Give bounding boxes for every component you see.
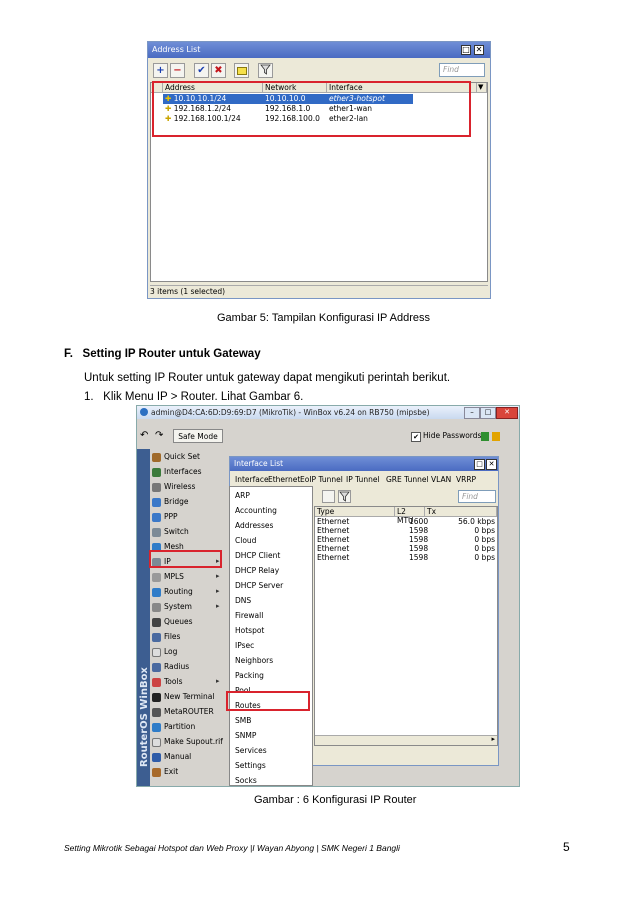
sidebar-item-partition[interactable]: Partition bbox=[152, 719, 212, 734]
interface-list-titlebar: Interface List bbox=[230, 457, 498, 471]
menu-item-smb[interactable]: SMB bbox=[235, 716, 252, 725]
sidebar-item-mesh[interactable]: Mesh bbox=[152, 539, 212, 554]
sidebar-item-wireless[interactable]: Wireless bbox=[152, 479, 212, 494]
menu-item-cloud[interactable]: Cloud bbox=[235, 536, 257, 545]
row-network: 10.10.10.0 bbox=[265, 94, 306, 103]
menu-item-services[interactable]: Services bbox=[235, 746, 267, 755]
wireless-icon bbox=[152, 483, 161, 492]
column-header-l2mtu[interactable]: L2 MTU bbox=[395, 507, 425, 517]
routing-icon bbox=[152, 588, 161, 597]
find-input[interactable]: Find bbox=[439, 63, 485, 77]
row-l2mtu: 1600 bbox=[409, 517, 429, 526]
mpls-icon bbox=[152, 573, 161, 582]
menu-item-hotspot[interactable]: Hotspot bbox=[235, 626, 265, 635]
ip-submenu bbox=[229, 486, 313, 786]
sidebar-item-routing[interactable]: Routing ▸ bbox=[152, 584, 212, 599]
sidebar-item-mpls[interactable]: MPLS ▸ bbox=[152, 569, 212, 584]
disable-icon[interactable]: ✖ bbox=[211, 63, 226, 78]
horizontal-scrollbar[interactable] bbox=[315, 735, 497, 745]
partition-icon bbox=[152, 723, 161, 732]
filter-icon[interactable] bbox=[338, 490, 351, 503]
submenu-arrow-icon: ▸ bbox=[216, 677, 220, 685]
column-header-type[interactable]: Type bbox=[315, 507, 395, 517]
intro-paragraph: Untuk setting IP Router untuk gateway dapat mengikuti perintah berikut. bbox=[84, 372, 451, 384]
safe-mode-button[interactable]: Safe Mode bbox=[173, 429, 223, 443]
files-icon bbox=[152, 633, 161, 642]
tab-gre-tunnel[interactable]: GRE Tunnel bbox=[386, 475, 429, 484]
row-l2mtu: 1598 bbox=[409, 526, 429, 535]
manual-icon bbox=[152, 753, 161, 762]
row-type: Ethernet bbox=[317, 517, 350, 526]
highlight-box-routes bbox=[226, 691, 310, 711]
radius-icon bbox=[152, 663, 161, 672]
figure-caption: Gambar 5: Tampilan Konfigurasi IP Address bbox=[217, 312, 430, 324]
menu-item-routes[interactable]: Routes bbox=[235, 701, 261, 710]
address-list-window bbox=[147, 41, 491, 299]
winbox-titlebar: admin@D4:CA:6D:D9:69:D7 (MikroTik) - WinBox v6.24 on RB750 (mipsbe) bbox=[137, 406, 519, 419]
sidebar-item-bridge[interactable]: Bridge bbox=[152, 494, 212, 509]
row-type: Ethernet bbox=[317, 526, 350, 535]
column-menu-icon[interactable]: ▼ bbox=[477, 83, 487, 93]
scroll-right-icon[interactable]: ▸ bbox=[491, 735, 495, 743]
close-icon[interactable]: ✕ bbox=[496, 407, 518, 419]
row-l2mtu: 1598 bbox=[409, 553, 429, 562]
system-icon bbox=[152, 603, 161, 612]
row-tx: 56.0 kbps bbox=[458, 517, 495, 526]
row-interface: ether2-lan bbox=[329, 114, 368, 123]
menu-item-settings[interactable]: Settings bbox=[235, 761, 266, 770]
comment-icon[interactable] bbox=[322, 490, 335, 503]
winbox-window bbox=[136, 405, 520, 787]
row-l2mtu: 1598 bbox=[409, 544, 429, 553]
sidebar-item-make-supout[interactable]: Make Supout.rif bbox=[152, 734, 212, 749]
sidebar-item-ppp[interactable]: PPP bbox=[152, 509, 212, 524]
minimize-icon[interactable]: – bbox=[464, 407, 480, 419]
find-input[interactable]: Find bbox=[458, 490, 496, 503]
status-bar: 3 items (1 selected) bbox=[150, 285, 488, 297]
row-tx: 0 bps bbox=[474, 526, 495, 535]
winbox-app-icon bbox=[140, 408, 148, 416]
row-network: 192.168.100.0 bbox=[265, 114, 320, 123]
quick-set-icon bbox=[152, 453, 161, 462]
section-heading: F. Setting IP Router untuk Gateway bbox=[64, 348, 261, 360]
supout-icon bbox=[152, 738, 161, 747]
terminal-icon bbox=[152, 693, 161, 702]
menu-item-neighbors[interactable]: Neighbors bbox=[235, 656, 274, 665]
sidebar-item-new-terminal[interactable]: New Terminal bbox=[152, 689, 212, 704]
tab-vlan[interactable]: VLAN bbox=[431, 475, 452, 484]
sidebar-item-switch[interactable]: Switch bbox=[152, 524, 212, 539]
row-l2mtu: 1598 bbox=[409, 535, 429, 544]
filter-icon[interactable] bbox=[258, 63, 273, 78]
submenu-arrow-icon: ▸ bbox=[216, 572, 220, 580]
redo-icon[interactable]: ↷ bbox=[155, 430, 164, 441]
row-type: Ethernet bbox=[317, 535, 350, 544]
sidebar-item-queues[interactable]: Queues bbox=[152, 614, 212, 629]
sidebar-item-quick-set[interactable]: Quick Set bbox=[152, 449, 212, 464]
tab-eoip-tunnel[interactable]: EoIP Tunnel bbox=[300, 475, 343, 484]
maximize-icon[interactable]: □ bbox=[480, 407, 496, 419]
row-tx: 0 bps bbox=[474, 553, 495, 562]
column-header-network[interactable]: Network bbox=[263, 83, 327, 93]
log-icon bbox=[152, 648, 161, 657]
hide-passwords-checkbox[interactable]: ✔ bbox=[411, 432, 421, 442]
table-row[interactable]: ✚ 192.168.1.2/24 bbox=[165, 104, 232, 113]
sidebar-item-radius[interactable]: Radius bbox=[152, 659, 212, 674]
status-icon bbox=[492, 432, 500, 441]
exit-icon bbox=[152, 768, 161, 777]
metarouter-icon bbox=[152, 708, 161, 717]
column-header-address[interactable]: Address bbox=[163, 83, 263, 93]
menu-item-snmp[interactable]: SNMP bbox=[235, 731, 257, 740]
interfaces-icon bbox=[152, 468, 161, 477]
address-icon: ✚ bbox=[165, 104, 172, 113]
hide-passwords-label: Hide Passwords bbox=[423, 431, 482, 440]
row-type: Ethernet bbox=[317, 553, 350, 562]
address-icon: ✚ bbox=[165, 114, 172, 123]
maximize-icon[interactable]: □ bbox=[474, 459, 485, 470]
menu-item-packing[interactable]: Packing bbox=[235, 671, 264, 680]
remove-icon[interactable]: − bbox=[170, 63, 185, 78]
row-tx: 0 bps bbox=[474, 544, 495, 553]
sidebar-item-files[interactable]: Files bbox=[152, 629, 212, 644]
maximize-icon[interactable]: □ bbox=[462, 45, 470, 54]
sidebar-item-exit[interactable]: Exit bbox=[152, 764, 212, 779]
sidebar-item-log[interactable]: Log bbox=[152, 644, 212, 659]
menu-item-dhcp-client[interactable]: DHCP Client bbox=[235, 551, 281, 560]
enable-icon[interactable]: ✔ bbox=[194, 63, 209, 78]
footer-text: Setting Mikrotik Sebagai Hotspot dan Web Proxy |I Wayan Abyong | SMK Negeri 1 Bangli bbox=[64, 843, 400, 853]
table-row[interactable]: ✚ 192.168.100.1/24 bbox=[165, 114, 241, 123]
menu-item-dns[interactable]: DNS bbox=[235, 596, 252, 605]
close-icon[interactable]: ✕ bbox=[486, 459, 497, 470]
figure-caption: Gambar : 6 Konfigurasi IP Router bbox=[254, 794, 417, 806]
submenu-arrow-icon: ▸ bbox=[216, 587, 220, 595]
step-1-text: 1. Klik Menu IP > Router. Lihat Gambar 6. bbox=[84, 391, 304, 403]
highlight-box-ip bbox=[149, 550, 222, 568]
tools-icon bbox=[152, 678, 161, 687]
undo-icon[interactable]: ↶ bbox=[140, 430, 149, 441]
menu-item-ipsec[interactable]: IPsec bbox=[235, 641, 255, 650]
row-interface: ether3-hotspot bbox=[329, 94, 385, 103]
menu-item-firewall[interactable]: Firewall bbox=[235, 611, 264, 620]
menu-item-accounting[interactable]: Accounting bbox=[235, 506, 277, 515]
interface-grid bbox=[314, 506, 498, 746]
address-list-titlebar: Address List bbox=[148, 42, 490, 58]
sidebar-item-tools[interactable]: Tools ▸ bbox=[152, 674, 212, 689]
add-icon[interactable]: + bbox=[153, 63, 168, 78]
bridge-icon bbox=[152, 498, 161, 507]
menu-item-dhcp-relay[interactable]: DHCP Relay bbox=[235, 566, 280, 575]
highlight-box bbox=[152, 81, 471, 137]
row-tx: 0 bps bbox=[474, 535, 495, 544]
tab-interface[interactable]: Interface bbox=[235, 475, 269, 484]
row-type: Ethernet bbox=[317, 544, 350, 553]
sidebar-item-interfaces[interactable]: Interfaces bbox=[152, 464, 212, 479]
column-header-interface[interactable]: Interface bbox=[327, 83, 477, 93]
row-network: 192.168.1.0 bbox=[265, 104, 311, 113]
menu-item-dhcp-server[interactable]: DHCP Server bbox=[235, 581, 284, 590]
page-number: 5 bbox=[563, 840, 570, 854]
tab-ip-tunnel[interactable]: IP Tunnel bbox=[346, 475, 380, 484]
sidebar-item-ip[interactable]: IP ▸ bbox=[152, 554, 212, 569]
queues-icon bbox=[152, 618, 161, 627]
tab-ethernet[interactable]: Ethernet bbox=[268, 475, 301, 484]
sidebar-item-manual[interactable]: Manual bbox=[152, 749, 212, 764]
tab-vrrp[interactable]: VRRP bbox=[456, 475, 477, 484]
submenu-arrow-icon: ▸ bbox=[216, 557, 220, 565]
ppp-icon bbox=[152, 513, 161, 522]
table-row[interactable]: ✚ 10.10.10.1/24 bbox=[165, 94, 227, 103]
sidebar-item-system[interactable]: System ▸ bbox=[152, 599, 212, 614]
menu-item-socks[interactable]: Socks bbox=[235, 776, 257, 785]
lock-icon bbox=[481, 432, 489, 441]
comment-icon[interactable] bbox=[234, 63, 249, 78]
row-interface: ether1-wan bbox=[329, 104, 372, 113]
column-header-tx[interactable]: Tx bbox=[425, 507, 497, 517]
winbox-brand-strip: RouterOS WinBox bbox=[137, 449, 150, 786]
address-icon: ✚ bbox=[165, 94, 172, 103]
close-icon[interactable]: ✕ bbox=[475, 45, 483, 54]
menu-item-addresses[interactable]: Addresses bbox=[235, 521, 274, 530]
menu-item-pool[interactable]: Pool bbox=[235, 686, 251, 695]
submenu-arrow-icon: ▸ bbox=[216, 602, 220, 610]
sidebar-item-metarouter[interactable]: MetaROUTER bbox=[152, 704, 212, 719]
menu-item-arp[interactable]: ARP bbox=[235, 491, 250, 500]
switch-icon bbox=[152, 528, 161, 537]
